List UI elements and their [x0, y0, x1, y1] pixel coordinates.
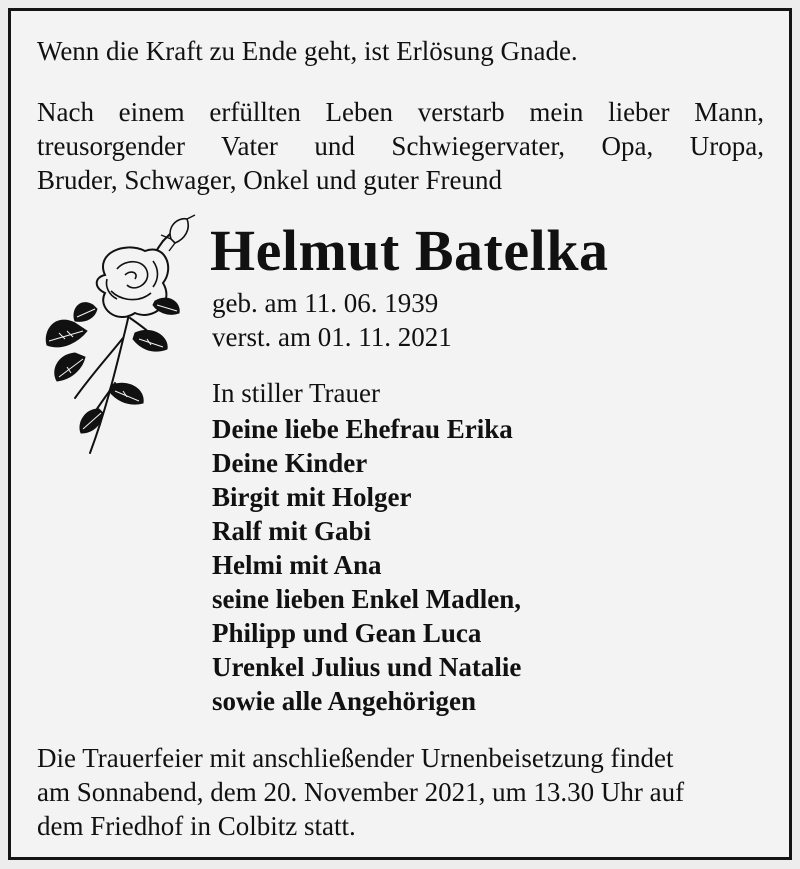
funeral-details [37, 741, 772, 843]
intro-line: Nach einem erfüllten Leben verstarb mein lieber Mann, [37, 97, 764, 127]
motto: Wenn die Kraft zu Ende geht, ist Erlösung Gnade. [37, 36, 578, 66]
mourner-line: Urenkel Julius und Natalie [212, 652, 522, 682]
mourning-heading: In stiller Trauer [212, 378, 380, 408]
mourner-line: Helmi mit Ana [212, 550, 382, 580]
mourner-line: Ralf mit Gabi [212, 516, 371, 546]
closing-line: dem Friedhof in Colbitz statt. [37, 811, 356, 841]
mourner-line: seine lieben Enkel Madlen, [212, 584, 522, 614]
closing-line: am Sonnabend, dem 20. November 2021, um 13.30 Uhr auf [37, 777, 685, 807]
mourners-list [212, 412, 521, 718]
mourner-line: sowie alle Angehörigen [212, 686, 476, 716]
mourner-line: Deine liebe Ehefrau Erika [212, 414, 513, 444]
death-date: verst. am 01. 11. 2021 [212, 322, 452, 352]
intro-line: treusorgender Vater und Schwiegervater, Opa, Uropa, [37, 131, 764, 161]
mourner-line: Deine Kinder [212, 448, 368, 478]
mourner-line: Philipp und Gean Luca [212, 618, 482, 648]
intro-line: Bruder, Schwager, Onkel und guter Freund [37, 165, 502, 195]
deceased-name: Helmut Batelka [210, 218, 609, 283]
birth-date: geb. am 11. 06. 1939 [212, 288, 439, 318]
closing-line: Die Trauerfeier mit anschließender Urnenbeisetzung findet [37, 743, 674, 773]
mourner-line: Birgit mit Holger [212, 482, 412, 512]
obituary-notice [8, 8, 792, 860]
rose-icon [35, 213, 205, 463]
intro-text [37, 95, 764, 197]
